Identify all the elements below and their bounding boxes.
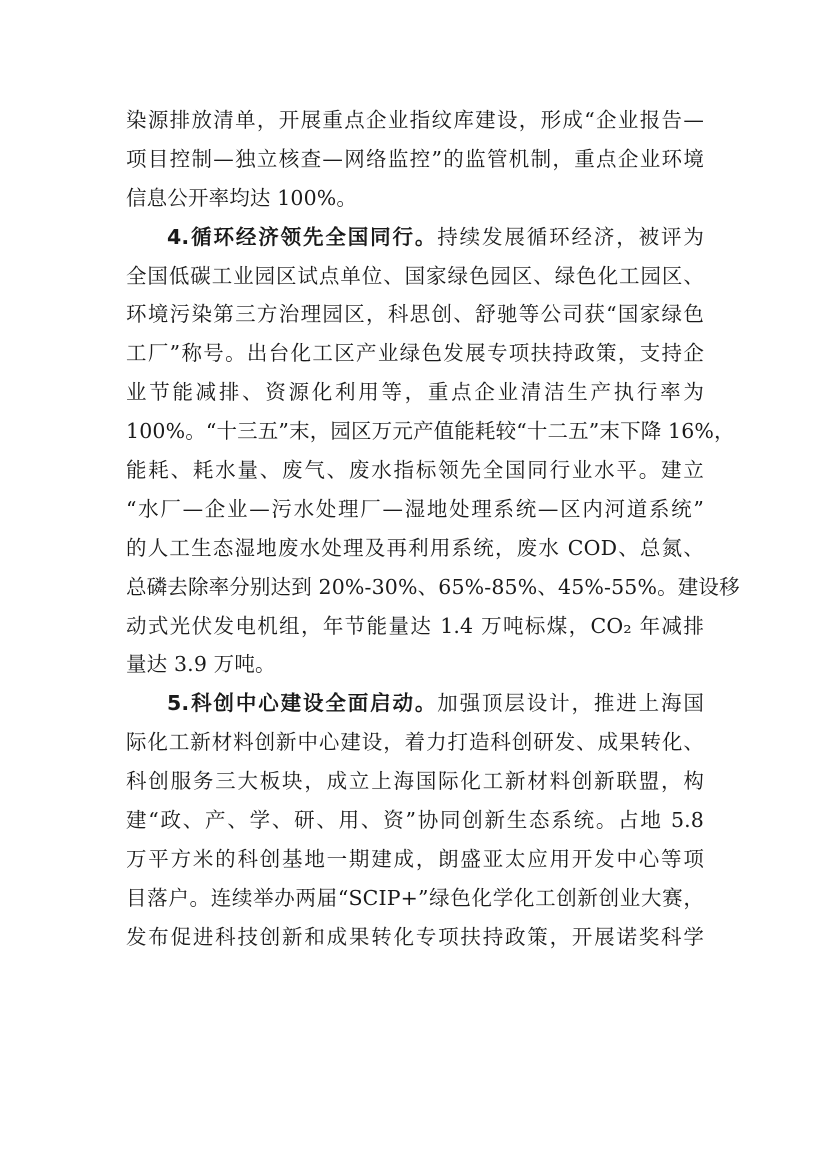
text-line: 100%。“十三五”末，园区万元产值能耗较“十二五”末下降 16%， (126, 419, 735, 444)
text-line: 总磷去除率分别达到 20%-30%、65%-85%、45%-55%。建设移 (126, 574, 740, 599)
text-segment: 持续发展循环经济，被评为 (437, 224, 704, 249)
text-line: 项目控制—独立核查—网络监控”的监管机制，重点企业环境 (126, 146, 704, 171)
paragraph-circular-economy (126, 218, 740, 685)
text-line: 信息公开率均达 100%。 (126, 185, 358, 210)
section-heading: 4.循环经济领先全国同行。 (167, 224, 438, 249)
text-line: 目落户。连续举办两届“SCIP+”绿色化学化工创新创业大赛， (126, 885, 704, 910)
text-line: 际化工新材料创新中心建设，着力打造科创研发、成果转化、 (126, 730, 704, 755)
text-line-first (126, 684, 704, 723)
paragraph-pollution-monitoring (126, 101, 704, 218)
section-heading: 5.科创中心建设全面启动。 (167, 691, 438, 716)
text-line: 工厂”称号。出台化工区产业绿色发展专项扶持政策，支持企 (126, 341, 704, 366)
paragraph-innovation-center (126, 684, 704, 956)
text-line-first (126, 218, 704, 257)
text-line: 万平方米的科创基地一期建成，朗盛亚太应用开发中心等项 (126, 846, 704, 871)
document-body (126, 101, 740, 957)
text-line: 动式光伏发电机组，年节能量达 1.4 万吨标煤，CO₂ 年减排 (126, 613, 704, 638)
text-line: 量达 3.9 万吨。 (126, 652, 276, 677)
text-line: 科创服务三大板块，成立上海国际化工新材料创新联盟，构 (126, 769, 704, 794)
text-line: 染源排放清单，开展重点企业指纹库建设，形成“企业报告— (126, 108, 704, 132)
text-line: 环境污染第三方治理园区，科思创、舒驰等公司获“国家绿色 (126, 302, 704, 327)
text-line: 能耗、耗水量、废气、废水指标领先全国同行业水平。建立 (126, 458, 704, 483)
text-line: 建“政、产、学、研、用、资”协同创新生态系统。占地 5.8 (126, 808, 704, 833)
text-line: “水厂—企业—污水处理厂—湿地处理系统—区内河道系统” (126, 496, 704, 521)
text-line: 全国低碳工业园区试点单位、国家绿色园区、绿色化工园区、 (126, 263, 704, 288)
text-line: 发布促进科技创新和成果转化专项扶持政策，开展诺奖科学 (126, 924, 704, 949)
text-segment: 加强顶层设计，推进上海国 (437, 691, 704, 716)
text-line: 的人工生态湿地废水处理及再利用系统，废水 COD、总氮、 (126, 535, 704, 560)
text-line: 业节能减排、资源化利用等，重点企业清洁生产执行率为 (126, 380, 704, 405)
